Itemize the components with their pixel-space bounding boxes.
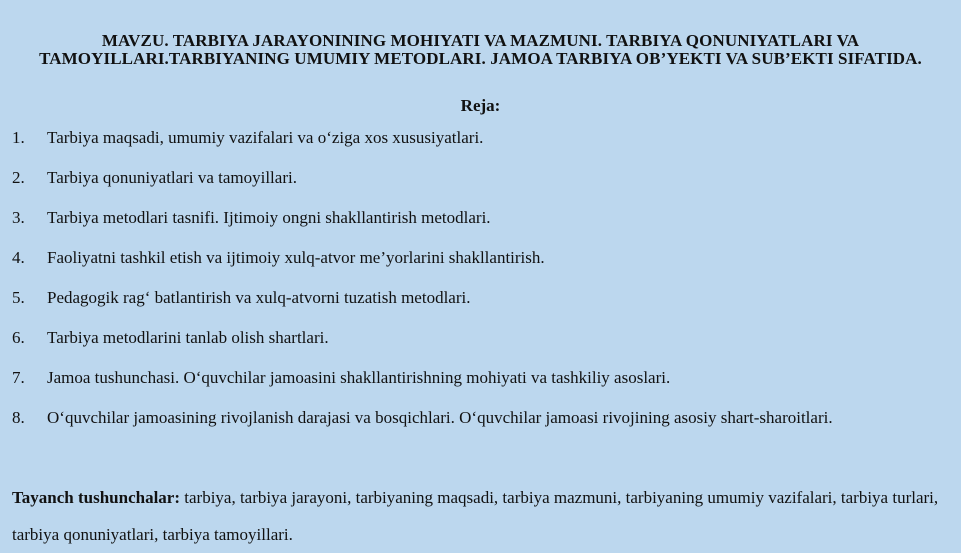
list-item-number: 5. bbox=[12, 288, 25, 307]
list-item bbox=[0, 327, 961, 349]
plan-list bbox=[0, 127, 961, 469]
list-item-number: 6. bbox=[12, 328, 25, 347]
list-item-text: Tarbiya metodlarini tanlab olish shartlari. bbox=[47, 328, 329, 347]
list-item bbox=[0, 287, 961, 309]
list-item bbox=[0, 407, 961, 451]
list-item bbox=[0, 207, 961, 229]
page-title: MAVZU. TARBIYA JARAYONINING MOHIYATI VA MAZMUNI. TARBIYA QONUNIYATLARI VA TAMOYILLARI.TARBIYANING UMUMIY METODLARI. JAMOA TARBIYA OB’YEKTI VA SUB’EKTI SIFATIDA. bbox=[39, 31, 922, 68]
list-item-text: Tarbiya qonuniyatlari va tamoyillari. bbox=[47, 168, 297, 187]
key-concepts-paragraph bbox=[12, 479, 950, 553]
list-item-number: 2. bbox=[12, 168, 25, 187]
list-item-text: Tarbiya metodlari tasnifi. Ijtimoiy ongni shakllantirish metodlari. bbox=[47, 208, 491, 227]
list-item-text: Pedagogik rag‘ batlantirish va xulq-atvorni tuzatish metodlari. bbox=[47, 288, 471, 307]
list-item-number: 1. bbox=[12, 128, 25, 147]
list-item bbox=[0, 167, 961, 189]
key-concepts-label: Tayanch tushunchalar: bbox=[12, 488, 181, 507]
list-item-number: 7. bbox=[12, 368, 25, 387]
list-item bbox=[0, 247, 961, 269]
list-item-number: 4. bbox=[12, 248, 25, 267]
list-item-text: Jamoa tushunchasi. O‘quvchilar jamoasini shakllantirishning mohiyati va tashkiliy asoslari. bbox=[47, 368, 671, 387]
list-item bbox=[0, 127, 961, 149]
key-concepts-text: tarbiya, tarbiya jarayoni, tarbiyaning maqsadi, tarbiya mazmuni, tarbiyaning umumiy vazifalari, tarbiya turlari, tarbiya qonuniyatlari, tarbiya tamoyillari. bbox=[12, 488, 939, 544]
list-item bbox=[0, 367, 961, 389]
list-item-number: 8. bbox=[12, 408, 25, 427]
list-item-text: Tarbiya maqsadi, umumiy vazifalari va o‘ziga xos xususiyatlari. bbox=[47, 128, 484, 147]
list-item-text: O‘quvchilar jamoasining rivojlanish darajasi va bosqichlari. O‘quvchilar jamoasi rivojining asosiy shart-sharoitlari. bbox=[47, 408, 833, 427]
list-item-number: 3. bbox=[12, 208, 25, 227]
list-item-text: Faoliyatni tashkil etish va ijtimoiy xulq-atvor me’yorlarini shakllantirish. bbox=[47, 248, 545, 267]
plan-heading: Reja: bbox=[460, 96, 501, 115]
